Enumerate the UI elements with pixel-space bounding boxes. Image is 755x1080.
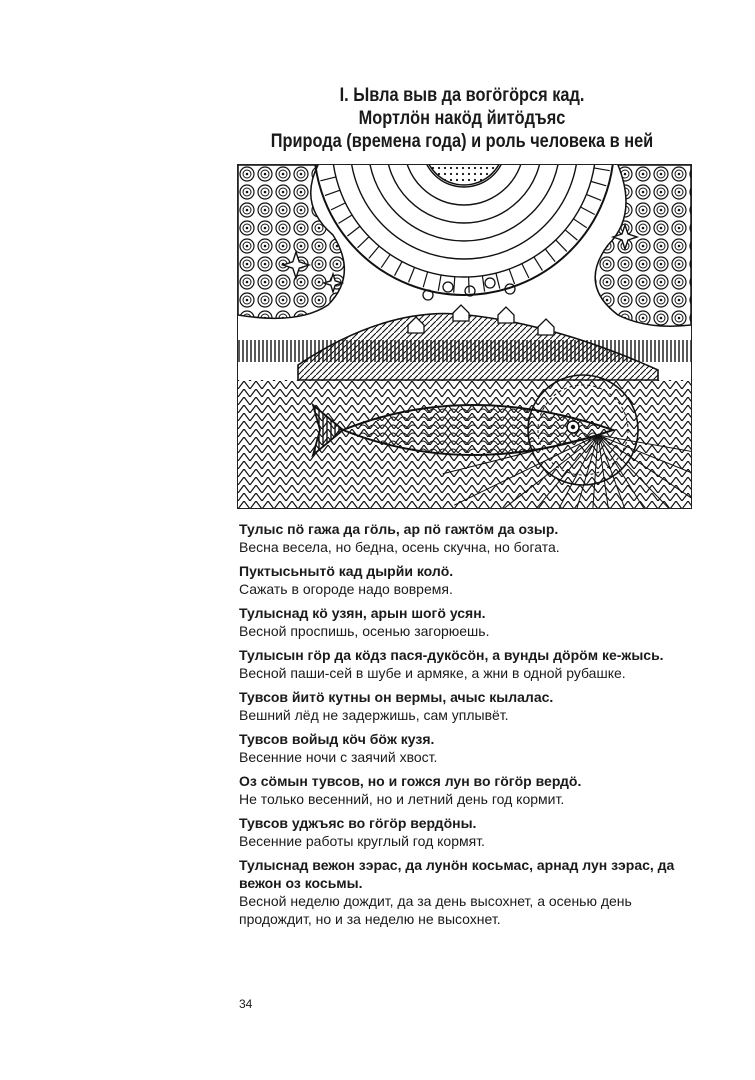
heading-line-komi-2: Мортлöн накöд йитöдъяс (358, 108, 566, 129)
sun-ray (438, 275, 441, 291)
fish-pupil (571, 425, 575, 429)
swirl-dot (485, 278, 495, 288)
sun-ray (534, 257, 542, 271)
folk-art-illustration (237, 164, 692, 509)
sun-ray (423, 272, 427, 287)
swirl-dot (443, 282, 453, 292)
proverb-item (239, 646, 691, 682)
illustration-drawing (238, 165, 691, 508)
house-icon (538, 319, 554, 335)
proverb-komi-text: Тулыснад вежон зэрас, да лунöн косьмас, арнад лун зэрас, да вежон оз косьмы. (239, 857, 675, 891)
proverb-item (239, 730, 691, 766)
proverb-item (239, 772, 691, 808)
proverb-russian-translation: Не только весенний, но и летний день год кормит. (239, 791, 565, 807)
sun-ray (358, 237, 370, 248)
heading-line-komi-1: I. Ывла выв да вогöгöрся кад. (339, 85, 585, 106)
chapter-heading (268, 84, 657, 153)
sun-ray (409, 267, 415, 282)
proverb-item (239, 604, 691, 640)
proverb-komi-text: Тувсов войыд кöч бöж кузя. (239, 731, 435, 747)
sun-ray (381, 254, 390, 267)
proverb-russian-translation: Весной проспишь, осенью загорюешь. (239, 623, 490, 639)
house-icon (498, 307, 514, 323)
sun-ray (565, 230, 577, 240)
sun-ray (522, 264, 529, 278)
proverb-komi-text: Тулыс пö гажа да гöль, ар пö гажтöм да озыр. (239, 521, 559, 537)
sun-ray (573, 219, 586, 228)
proverb-komi-text: Тувсов уджъяс во гöгöр вердöны. (239, 815, 477, 831)
proverb-item (239, 688, 691, 724)
sun-ray (338, 215, 352, 223)
sun-ray (347, 226, 360, 236)
house-icon (453, 305, 469, 321)
sun-ray (395, 262, 403, 276)
sun-ray (369, 246, 379, 258)
sun-ray (594, 168, 610, 171)
sun-ray (469, 277, 470, 293)
sun-ray (325, 190, 340, 195)
sun-ray (320, 177, 336, 181)
proverb-list (239, 520, 691, 934)
proverb-item (239, 520, 691, 556)
cloud-right (595, 165, 691, 326)
sun-ray (482, 276, 484, 292)
proverb-komi-text: Пуктысьнытö кад дырйи колö. (239, 563, 454, 579)
proverb-item (239, 814, 691, 850)
sun-ray (581, 207, 595, 215)
proverb-russian-translation: Сажать в огороде надо вовремя. (239, 581, 453, 597)
proverb-russian-translation: Весенние ночи с заячий хвост. (239, 749, 438, 765)
proverb-item (239, 856, 691, 928)
proverb-russian-translation: Весной неделю дождит, да за день высохнет, а осенью день продождит, но и за неделю не высохнет. (239, 893, 632, 927)
proverb-russian-translation: Весной паши-сей в шубе и армяке, а жни в одной рубашке. (239, 665, 626, 681)
sun-ray (545, 249, 555, 262)
sun-ray (556, 240, 567, 252)
sun-ray (454, 277, 455, 293)
proverb-russian-translation: Весна весела, но бедна, осень скучна, но богата. (239, 539, 560, 555)
sun-ray (331, 203, 345, 210)
sun-ray (496, 273, 500, 289)
sun-ray (586, 194, 601, 200)
page-number: 34 (239, 997, 253, 1011)
proverb-komi-text: Оз сöмын тувсов, но и гожся лун во гöгöр вердö. (239, 773, 582, 789)
heading-line-russian: Природа (времена года) и роль человека в ней (270, 131, 654, 152)
sun-ray (509, 269, 514, 284)
proverb-item (239, 562, 691, 598)
proverb-komi-text: Тулыснад кö узян, арын шогö усян. (239, 605, 486, 621)
proverb-russian-translation: Вешний лёд не задержишь, сам уплывёт. (239, 707, 509, 723)
proverb-komi-text: Тувсов йитö кутны он вермы, ачыс кылалас. (239, 689, 554, 705)
cloud-left (238, 165, 344, 318)
sun-ray (591, 181, 606, 185)
proverb-russian-translation: Весенние работы круглый год кормят. (239, 833, 485, 849)
proverb-komi-text: Тулысын гöр да кöдз пася-дукöсöн, а вунды дöрöм ке-жысь. (239, 647, 664, 663)
